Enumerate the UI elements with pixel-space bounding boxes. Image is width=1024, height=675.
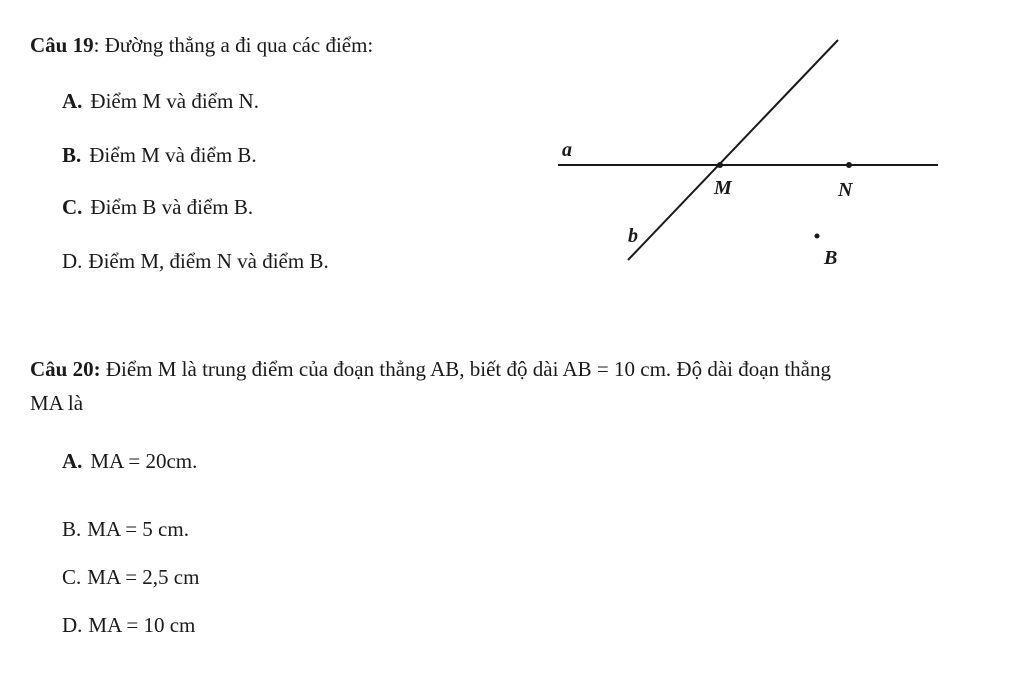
option-letter: C. <box>62 195 83 219</box>
option-letter: B. <box>62 143 82 167</box>
q20-option-b[interactable] <box>62 516 189 542</box>
label-a: a <box>562 139 572 161</box>
option-letter: D. <box>62 613 83 637</box>
option-text: Điểm M và điểm B. <box>89 143 257 167</box>
geometry-figure <box>540 28 960 278</box>
label-n: N <box>838 179 853 201</box>
line-b <box>628 40 838 260</box>
question-20-text-continued: MA là <box>30 391 84 415</box>
question-20-text: Điểm M là trung điểm của đoạn thẳng AB, biết độ dài AB = 10 cm. Độ dài đoạn thẳng <box>100 357 831 381</box>
question-19-label: Câu 19 <box>30 33 94 57</box>
option-letter: B. <box>62 517 82 541</box>
q20-option-a[interactable] <box>62 448 197 474</box>
option-text: MA = 5 cm. <box>87 517 189 541</box>
point-b <box>815 234 820 239</box>
q19-option-c[interactable] <box>62 194 253 220</box>
question-20-title <box>30 356 831 382</box>
q19-option-a[interactable] <box>62 88 259 114</box>
q19-option-d[interactable] <box>62 248 329 274</box>
label-m: M <box>714 177 732 199</box>
q20-option-c[interactable] <box>62 564 199 590</box>
option-text: Điểm M, điểm N và điểm B. <box>88 249 329 273</box>
question-19-title <box>30 32 373 58</box>
option-letter: A. <box>62 89 83 113</box>
option-text: MA = 10 cm <box>88 613 196 637</box>
option-letter: D. <box>62 249 83 273</box>
point-n <box>846 162 852 168</box>
option-letter: C. <box>62 565 82 589</box>
q19-option-b[interactable] <box>62 142 257 168</box>
point-m <box>717 162 723 168</box>
label-b: b <box>628 225 638 247</box>
question-19-text: : Đường thẳng a đi qua các điểm: <box>93 33 374 57</box>
option-text: Điểm B và điểm B. <box>90 195 254 219</box>
label-point-b: B <box>824 247 838 269</box>
question-20-label: Câu 20: <box>30 357 101 381</box>
q20-option-d[interactable] <box>62 612 195 638</box>
option-text: MA = 2,5 cm <box>87 565 200 589</box>
option-text: Điểm M và điểm N. <box>90 89 259 113</box>
option-text: MA = 20cm. <box>90 449 198 473</box>
option-letter: A. <box>62 449 83 473</box>
